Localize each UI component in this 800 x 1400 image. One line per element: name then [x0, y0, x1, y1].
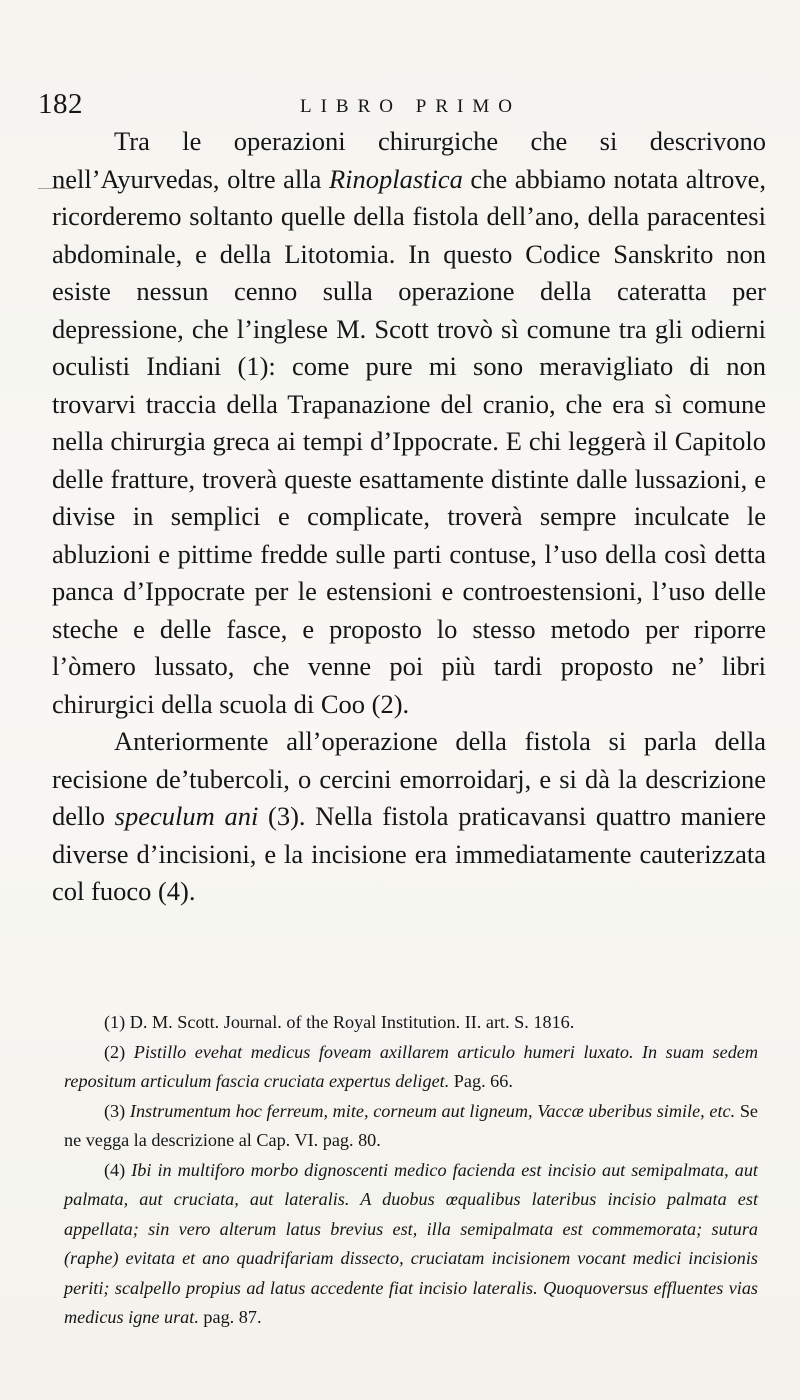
running-title: LIBRO PRIMO: [300, 96, 521, 117]
footnote-4: [64, 1156, 758, 1333]
footnote-1: [64, 1008, 758, 1038]
footnote-2-ref: Pag. 66.: [449, 1071, 513, 1091]
footnote-4-ref: pag. 87.: [198, 1307, 262, 1327]
footnote-2-latin: Pistillo evehat medicus foveam axillarem articulo humeri luxato. In suam sedem repositum articulum fascia cruciata expertus deliget.: [64, 1041, 758, 1091]
paragraph-1-text-b: che abbiamo notata altrove, ricorderemo soltanto quelle della fistola dell’ano, della paracentesi abdominale, e della Litotomia. In questo Codice Sanskrito non esiste nessun cenno sulla operazione della cateratta per depressione, che l’inglese M. Scott trovò sì comune tra gli odierni oculisti Indiani (1): come pure mi sono meravigliato di non trovarvi traccia della Trapanazione del cranio, che era sì comune nella chirurgia greca ai tempi d’Ippocrate. E chi leggerà il Capitolo delle fratture, troverà queste esattamente distinte dalle lussazioni, e divise in semplici e complicate, troverà sempre inculcate le abluzioni e pittime fredde sulle parti contuse, l’uso della così detta panca d’Ippocrate per le estensioni e controestensioni, l’uso delle steche e delle fasce, e proposto lo stesso metodo per riporre l’òmero lussato, che venne poi più tardi proposto ne’ libri chirurgici della scuola di Coo (2).: [52, 163, 766, 719]
footnote-3-latin: Instrumentum hoc ferreum, mite, corneum aut ligneum, Vaccæ uberibus simile, etc.: [125, 1100, 736, 1121]
footnote-4-latin: Ibi in multiforo morbo dignoscenti medico facienda est incisio aut semipalmata, aut palmata, aut cruciata, aut lateralis. A duobus œqualibus lateribus incisio palmata est appellata; sin vero alterum latus brevius est, illa semipalmata est commemorata; sutura (raphe) evitata et ano quadrifariam dissecto, cruciatam incisionem vocant medici incisionis periti; scalpello propius ad latus accedente fiat incisio lateralis. Quoquoversus effluentes vias medicus igne urat.: [64, 1159, 758, 1327]
page-number: 182: [38, 88, 83, 120]
paragraph-1: [52, 123, 766, 723]
footnote-3-ref: Se ne vegga la descrizione al Cap. VI. pag. 80.: [64, 1100, 759, 1150]
footnote-4-mark: (4): [104, 1159, 126, 1180]
footnote-1-text: D. M. Scott. Journal. of the Royal Institution. II. art. S. 1816.: [125, 1012, 575, 1032]
footnote-3: [64, 1097, 758, 1156]
footnote-2: [64, 1038, 758, 1097]
page-header: [38, 88, 758, 122]
paragraph-2: [52, 723, 766, 911]
footnotes: [64, 1008, 758, 1333]
paragraph-2-text-b: (3). Nella fistola praticavansi quattro maniere diverse d’incisioni, e la incisione era immediatamente cauterizzata col fuoco (4).: [52, 801, 766, 906]
footnote-1-mark: (1): [104, 1012, 126, 1032]
paragraph-2-italic: speculum ani: [114, 801, 259, 831]
paragraph-1-italic: Rinoplastica: [328, 163, 463, 194]
footnote-2-mark: (2): [104, 1041, 126, 1062]
paragraph-1-text-a: Tra le operazioni chirurgiche che si descrivono nell’Ayurvedas, oltre alla: [52, 126, 766, 194]
main-text: [52, 123, 766, 911]
paragraph-2-text-a: Anteriormente all’operazione della fistola si parla della recisione de’tubercoli, o cercini emorroidarj, e si dà la descrizione dello: [52, 726, 766, 831]
footnote-3-mark: (3): [104, 1100, 126, 1121]
